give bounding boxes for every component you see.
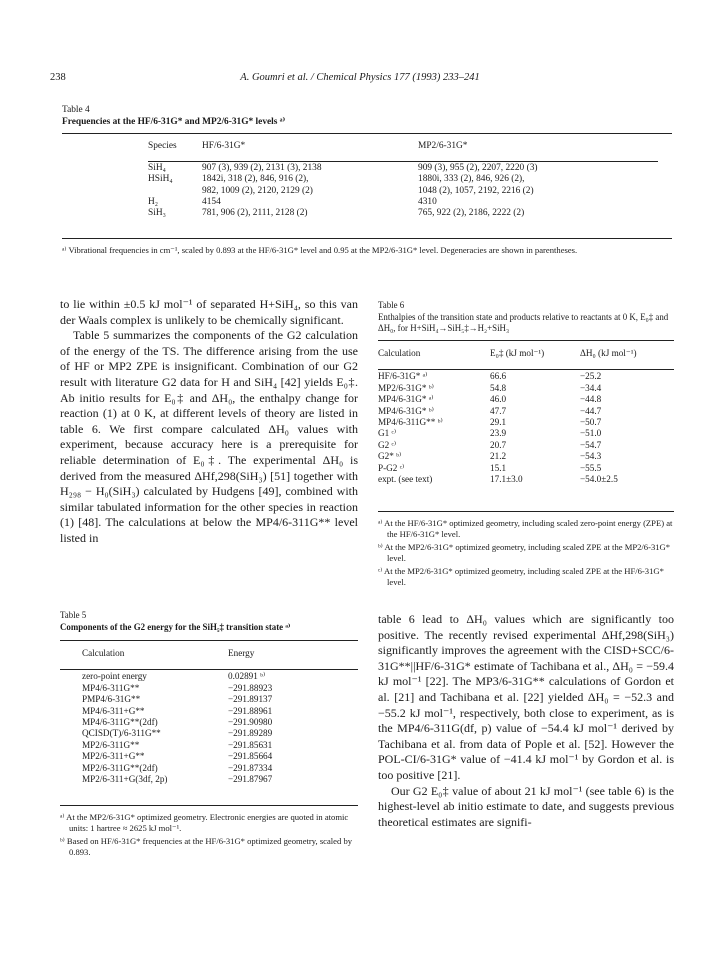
calculation-cell: G1 ᶜ⁾ [378,428,397,439]
calculation-cell: P-G2 ᶜ⁾ [378,462,405,473]
e0-cell: 17.1±3.0 [490,474,523,485]
table6-label: Table 6 [378,300,405,310]
table4-row [148,163,658,174]
dh0-cell: −44.8 [580,394,602,405]
mp2-frequency-cell: 4310 [418,196,437,207]
table4-row [148,208,658,219]
left-paragraph-1: to lie within ±0.5 kJ mol⁻¹ of separated H+SiH₄, so this van der Waals complex is unlikely to be chemically significant. [60,297,358,327]
table4-label: Table 4 [62,105,90,115]
table5-row [82,671,342,682]
table6-row [378,383,674,394]
dh0-cell: −54.3 [580,451,602,462]
dh0-cell: −44.7 [580,405,602,416]
table5-footnote-b: ᵇ⁾ Based on HF/6-31G* frequencies at the HF/6-31G* optimized geometry, scaled by 0.893. [60,836,353,857]
e0-cell: 54.8 [490,382,507,393]
table4-caption [62,104,672,128]
table6-row [378,428,674,439]
energy-cell: −291.87967 [228,774,273,785]
calculation-cell: MP4/6-311G** [82,682,140,693]
table5-top-rule [60,640,358,641]
species-cell: SiH₃ [148,208,166,219]
table4-header-mp2: MP2/6-31G* [418,141,468,151]
table5-header-calculation: Calculation [82,648,125,658]
table6-row [378,474,674,485]
e0-cell: 15.1 [490,462,507,473]
calculation-cell: MP4/6-311+G** [82,705,145,716]
table6-row [378,417,674,428]
table5-row [82,751,342,762]
energy-cell: −291.90980 [228,717,273,728]
e0-cell: 21.2 [490,451,507,462]
calculation-cell: zero-point energy [82,671,147,682]
calculation-cell: G2 ᶜ⁾ [378,439,397,450]
table6-top-rule [378,340,674,341]
table4-top-rule [62,133,672,134]
species-cell: HSiH₄ [148,174,173,185]
table4-row [148,197,658,208]
table5-caption-text: Components of the G2 energy for the SiH₅‡ transition state ᵃ⁾ [60,621,291,632]
calculation-cell: QCISD(T)/6-311G** [82,728,161,739]
e0-cell: 29.1 [490,417,507,428]
energy-cell: −291.89137 [228,694,273,705]
table4-row [148,174,658,185]
table6-row [378,394,674,405]
e0-cell: 20.7 [490,439,507,450]
species-cell: H₂ [148,196,159,207]
energy-cell: −291.88961 [228,705,273,716]
calculation-cell: MP4/6-31G* ᵃ⁾ [378,394,434,405]
table5-header-energy: Energy [228,648,255,658]
table6-row [378,440,674,451]
table4-bottom-rule [62,238,672,239]
table4 [148,141,658,219]
e0-cell: 46.0 [490,394,507,405]
calculation-cell: MP2/6-311G**(2df) [82,762,158,773]
table5-row [82,717,342,728]
table5-footnotes [60,812,358,860]
table6-header-calculation: Calculation [378,348,421,358]
table5-header-row [82,648,342,659]
calculation-cell: PMP4/6-31G** [82,694,141,705]
table5-caption [60,610,358,633]
table4-header-rule [148,161,658,162]
dh0-cell: −50.7 [580,417,602,428]
left-paragraph-2: Table 5 summarizes the components of the G2 calculation of the energy of the TS. The difference arising from the use of HF or MP2 ZPE is insignificant. Combination of our G2 result with literature G2 data for H and SiH₄ [42] yields E₀‡. Ab initio results for E₀‡ and ΔH₀, the enthalpy change for reaction (1) at 0 K, at different levels of theory are listed in table 6. We first compare calculated ΔH₀ values with experiment, because accuracy here is a prerequisite for reliable determination of E₀‡. The experimental ΔH₀ is derived from the measured ΔHf,298(SiH₃) [51] together with H₂₉₈ − H₀(SiH₃) calculated by Hudgens [49], combined with similar tabulated information for the other species in reaction (1) [48]. The calculations at below the MP4/6-311G** level listed in [60,328,358,545]
e0-cell: 23.9 [490,428,507,439]
dh0-cell: −54.7 [580,439,602,450]
energy-cell: −291.88923 [228,682,273,693]
calculation-cell: HF/6-31G* ᵃ⁾ [378,371,428,382]
table6-row [378,406,674,417]
species-cell [148,186,202,197]
dh0-cell: −25.2 [580,371,602,382]
table5-row [82,694,342,705]
dh0-cell: −54.0±2.5 [580,474,618,485]
species-cell: SiH₄ [148,163,166,174]
e0-cell: 66.6 [490,371,507,382]
table4-footnote [62,245,672,258]
table5-row [82,763,342,774]
right-paragraph-2: Our G2 E₀‡ value of about 21 kJ mol⁻¹ (see table 6) is the highest-level ab initio estimate to date, and suggests previous theoretical estimates are signifi- [378,783,674,829]
hf-frequency-cell: 4154 [202,196,221,207]
table5-row [82,740,342,751]
calculation-cell: MP4/6-31G* ᵇ⁾ [378,405,434,416]
energy-cell: −291.85631 [228,739,273,750]
energy-cell: −291.85664 [228,751,273,762]
table4-footnote-text: ᵃ⁾ Vibrational frequencies in cm⁻¹, scaled by 0.893 at the HF/6-31G* level and 0.95 at the MP2/6-31G* level. Degeneracies are shown in parentheses. [62,245,578,255]
table6-bottom-rule [378,511,674,512]
page-header [50,72,670,86]
table6-header-rule [378,369,674,370]
table6-footnote-b: ᵇ⁾ At the MP2/6-31G* optimized geometry, including scaled ZPE at the MP2/6-31G* level. [378,542,671,563]
table5-row [82,728,342,739]
table4-header-hf: HF/6-31G* [202,141,246,151]
table4-row [148,186,658,197]
dh0-cell: −51.0 [580,428,602,439]
table6-caption-text: Enthalpies of the transition state and products relative to reactants at 0 K, E₀‡ and ΔH₀, for H+SiH₄→SiH₅‡→H₂+SiH₃ [378,311,669,333]
table4-header-row [148,141,658,152]
hf-frequency-cell: 781, 906 (2), 2111, 2128 (2) [202,208,308,219]
mp2-frequency-cell: 1048 (2), 1057, 2192, 2216 (2) [418,185,534,196]
hf-frequency-cell: 982, 1009 (2), 2120, 2129 (2) [202,185,313,196]
table4-header-species: Species [148,141,177,151]
e0-cell: 47.7 [490,405,507,416]
energy-cell: −291.89289 [228,728,273,739]
energy-cell: 0.02891 ᵇ⁾ [228,671,266,682]
dh0-cell: −55.5 [580,462,602,473]
table4-caption-text: Frequencies at the HF/6-31G* and MP2/6-31G* levels ᵃ⁾ [62,117,286,127]
calculation-cell: G2* ᵇ⁾ [378,451,402,462]
table6-header-dh0: ΔH₀ (kJ mol⁻¹) [580,348,637,358]
mp2-frequency-cell: 1880i, 333 (2), 846, 926 (2), [418,174,525,185]
hf-frequency-cell: 1842i, 318 (2), 846, 916 (2), [202,174,309,185]
mp2-frequency-cell: 765, 922 (2), 2186, 2222 (2) [418,208,525,219]
left-column-text [60,297,358,547]
right-column-text [378,612,674,830]
hf-frequency-cell: 907 (3), 939 (2), 2131 (3), 2138 [202,163,322,174]
table6-header-row [378,348,674,359]
table6-row [378,463,674,474]
table5-row [82,774,342,785]
table6-footnotes [378,518,674,590]
table6-header-e0: E₀‡ (kJ mol⁻¹) [490,348,545,358]
dh0-cell: −34.4 [580,382,602,393]
table5-bottom-rule [60,805,358,806]
mp2-frequency-cell: 909 (3), 955 (2), 2207, 2220 (3) [418,163,538,174]
calculation-cell: MP2/6-311+G(3df, 2p) [82,774,168,785]
table5-row [82,706,342,717]
energy-cell: −291.87334 [228,762,273,773]
table6-footnote-c: ᶜ⁾ At the MP2/6-31G* optimized geometry, including scaled ZPE at the HF/6-31G* level. [378,566,664,587]
table5-row [82,683,342,694]
right-paragraph-1: table 6 lead to ΔH₀ values which are significantly too positive. The recently revised experimental ΔHf,298(SiH₃) significantly improves the agreement with the CISD+SCC/6-31G**||HF/6-31G* estimate of Tachibana et al., ΔH₀ = −59.4 kJ mol⁻¹ [22]. The MP3/6-31G** calculations of Gordon et al. [21] and Tachibana et al. [22] yielded ΔH₀ = −52.3 and −55.2 kJ mol⁻¹, respectively, both close to experiment, as is the MP4/6-311G(df, p) value of −54.4 kJ mol⁻¹ derived by Tachibana et al. from data of Pople et al. [52]. However the POL-CI/6-31G* value of −41.4 kJ mol⁻¹ by Gordon et al. is too positive [21]. [378,612,674,782]
calculation-cell: MP2/6-31G* ᵇ⁾ [378,382,434,393]
calculation-cell: MP2/6-311+G** [82,751,145,762]
table6-caption [378,300,674,335]
table5-footnote-a: ᵃ⁾ At the MP2/6-31G* optimized geometry. Electronic energies are quoted in atomic units: 1 hartree ≈ 2625 kJ mol⁻¹. [60,812,349,833]
table6-row [378,451,674,462]
calculation-cell: MP2/6-311G** [82,739,140,750]
running-head: A. Goumri et al. / Chemical Physics 177 (1993) 233–241 [240,72,480,83]
table5-header-rule [60,669,358,670]
table5-label: Table 5 [60,610,87,620]
calculation-cell: MP4/6-311G**(2df) [82,717,158,728]
page-number: 238 [50,72,66,83]
calculation-cell: expt. (see text) [378,474,433,485]
calculation-cell: MP4/6-311G** ᵇ⁾ [378,417,443,428]
table6-row [378,371,674,382]
table6-footnote-a: ᵃ⁾ At the HF/6-31G* optimized geometry, including scaled zero-point energy (ZPE) at the HF/6-31G* level. [378,518,673,539]
